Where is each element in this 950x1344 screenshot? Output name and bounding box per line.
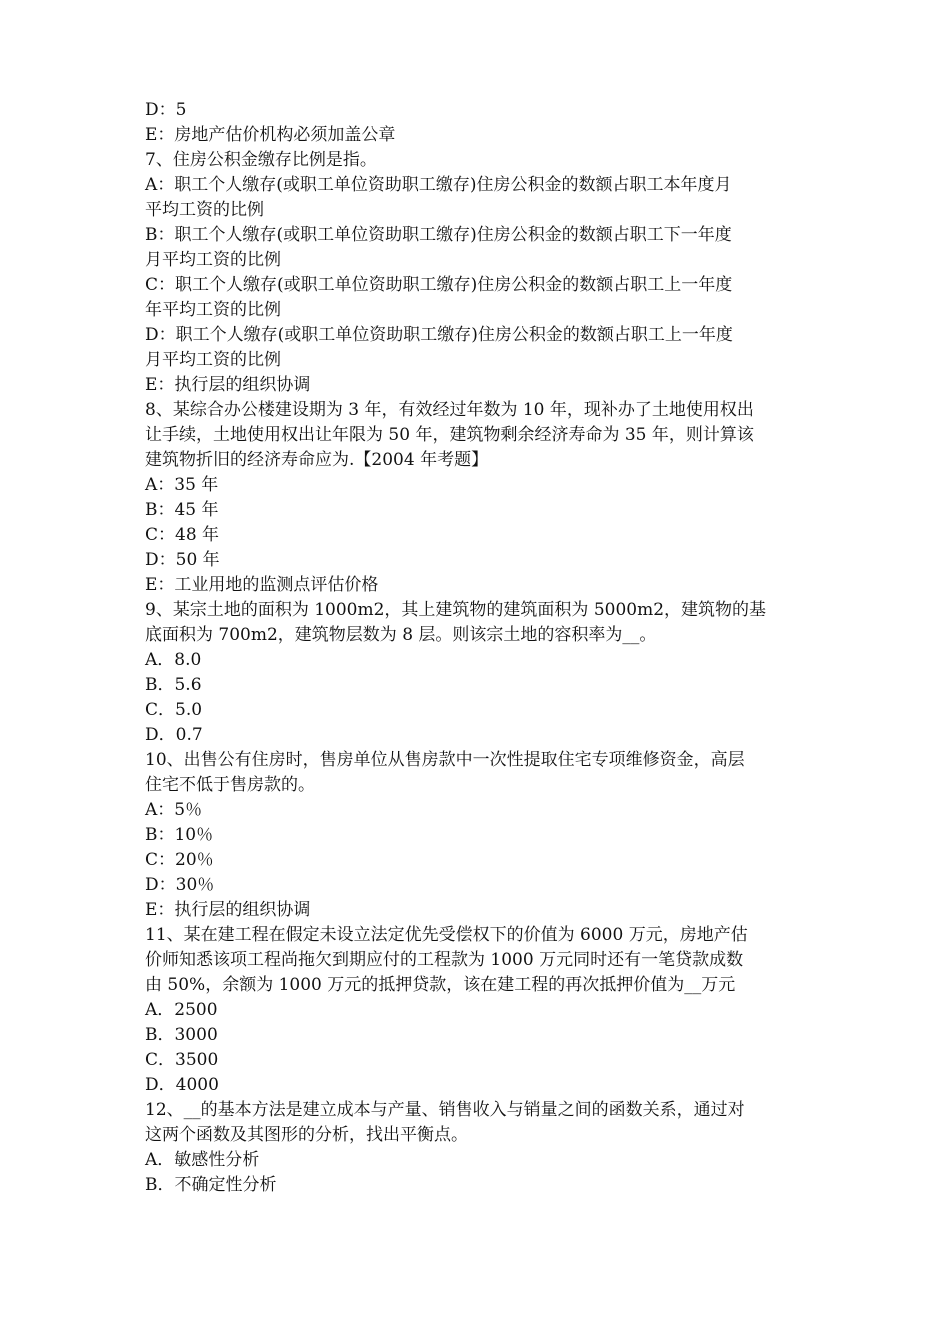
option-c-q9: C．5.0 <box>145 700 203 720</box>
option-a-q7-cont: 平均工资的比例 <box>145 200 264 220</box>
option-c-q10: C：20％ <box>145 850 214 870</box>
option-d-q8: D：50 年 <box>145 550 220 570</box>
option-d-q6: D：5 <box>145 100 187 120</box>
question-8-cont-1: 让手续，土地使用权出让年限为 50 年，建筑物剩余经济寿命为 35 年，则计算该 <box>145 425 754 445</box>
option-b-q7: B：职工个人缴存(或职工单位资助职工缴存)住房公积金的数额占职工下一年度 <box>145 225 732 245</box>
option-d-q11: D．4000 <box>145 1075 219 1095</box>
option-d-q7-cont: 月平均工资的比例 <box>145 350 281 370</box>
option-a-q11: A．2500 <box>145 1000 218 1020</box>
option-a-q9: A．8.0 <box>145 650 202 670</box>
option-e-q10: E：执行层的组织协调 <box>145 900 311 920</box>
question-11-cont-1: 价师知悉该项工程尚拖欠到期应付的工程款为 1000 万元同时还有一笔贷款成数 <box>145 950 744 970</box>
option-b-q11: B．3000 <box>145 1025 218 1045</box>
option-d-q9: D．0.7 <box>145 725 203 745</box>
question-8-cont-2: 建筑物折旧的经济寿命应为.【2004 年考题】 <box>145 450 489 470</box>
option-b-q8: B：45 年 <box>145 500 219 520</box>
question-12-cont: 这两个函数及其图形的分析，找出平衡点。 <box>145 1125 468 1145</box>
option-c-q8: C：48 年 <box>145 525 220 545</box>
option-a-q12: A．敏感性分析 <box>145 1150 260 1170</box>
option-e-q7: E：执行层的组织协调 <box>145 375 311 395</box>
option-d-q10: D：30％ <box>145 875 215 895</box>
option-e-q8: E：工业用地的监测点评估价格 <box>145 575 379 595</box>
option-c-q11: C．3500 <box>145 1050 219 1070</box>
question-9: 9、某宗土地的面积为 1000m2，其上建筑物的建筑面积为 5000m2，建筑物的基 <box>145 600 767 620</box>
option-a-q7: A：职工个人缴存(或职工单位资助职工缴存)住房公积金的数额占职工本年度月 <box>145 175 732 195</box>
question-9-cont: 底面积为 700m2，建筑物层数为 8 层。则该宗土地的容积率为__。 <box>145 625 657 645</box>
question-10-cont: 住宅不低于售房款的。 <box>145 775 315 795</box>
option-c-q7: C：职工个人缴存(或职工单位资助职工缴存)住房公积金的数额占职工上一年度 <box>145 275 733 295</box>
option-b-q12: B．不确定性分析 <box>145 1175 277 1195</box>
document-page <box>145 98 815 1198</box>
option-b-q7-cont: 月平均工资的比例 <box>145 250 281 270</box>
question-11: 11、某在建工程在假定未设立法定优先受偿权下的价值为 6000 万元，房地产估 <box>145 925 748 945</box>
option-e-q6: E：房地产估价机构必须加盖公章 <box>145 125 396 145</box>
option-c-q7-cont: 年平均工资的比例 <box>145 300 281 320</box>
option-b-q9: B．5.6 <box>145 675 202 695</box>
option-a-q8: A：35 年 <box>145 475 219 495</box>
question-11-cont-2: 由 50%，余额为 1000 万元的抵押贷款，该在建工程的再次抵押价值为__万元 <box>145 975 736 995</box>
question-10: 10、出售公有住房时，售房单位从售房款中一次性提取住宅专项维修资金，高层 <box>145 750 745 770</box>
option-a-q10: A：5％ <box>145 800 203 820</box>
question-12: 12、__的基本方法是建立成本与产量、销售收入与销量之间的函数关系，通过对 <box>145 1100 745 1120</box>
question-7: 7、住房公积金缴存比例是指。 <box>145 150 377 170</box>
option-d-q7: D：职工个人缴存(或职工单位资助职工缴存)住房公积金的数额占职工上一年度 <box>145 325 733 345</box>
option-b-q10: B：10％ <box>145 825 214 845</box>
question-8: 8、某综合办公楼建设期为 3 年，有效经过年数为 10 年，现补办了土地使用权出 <box>145 400 754 420</box>
